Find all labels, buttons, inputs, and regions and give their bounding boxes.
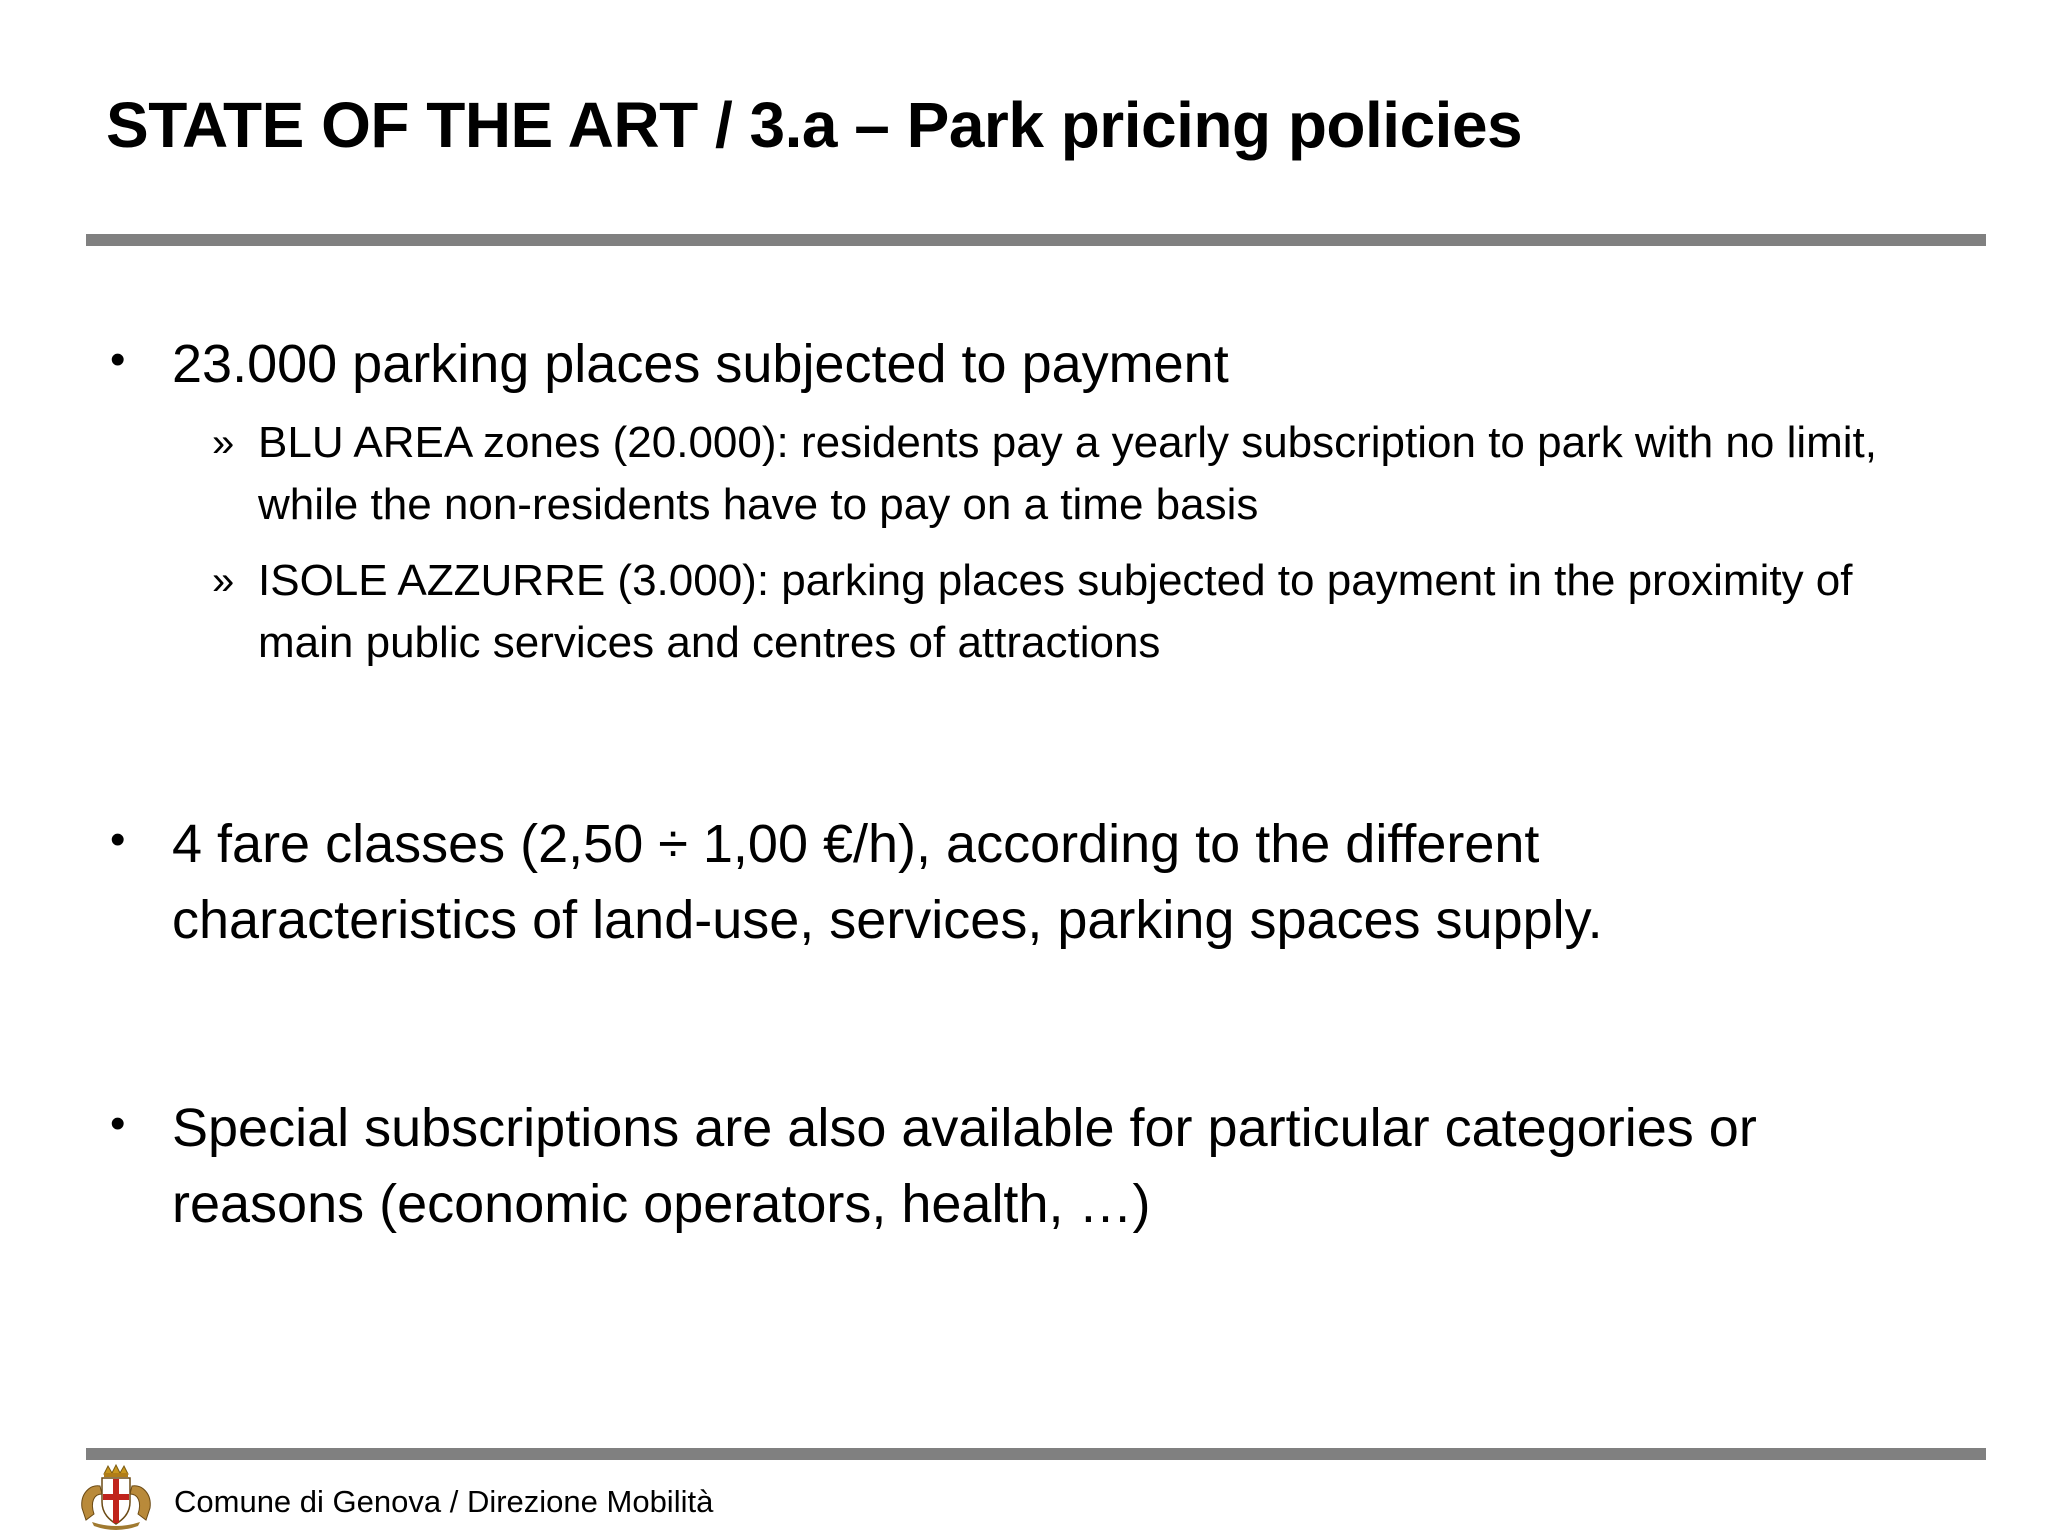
bullet-item xyxy=(110,1090,1870,1242)
header-divider xyxy=(86,234,1986,246)
bullet-text: 4 fare classes (2,50 ÷ 1,00 €/h), according to the different characteristics of land-use, services, parking spaces supply. xyxy=(172,814,1603,950)
slide-title: STATE OF THE ART / 3.a – Park pricing policies xyxy=(106,89,1523,161)
bullet-item xyxy=(110,806,1870,958)
sub-bullet-text: ISOLE AZZURRE (3.000): parking places subjected to payment in the proximity of main public services and centres of attractions xyxy=(258,556,1853,667)
bullet-marker: • xyxy=(110,815,126,864)
bullet-text: Special subscriptions are also available for particular categories or reasons (economic operators, health, …) xyxy=(172,1098,1757,1234)
sub-bullet-marker: » xyxy=(212,421,235,465)
sub-bullet-item xyxy=(212,550,1952,674)
sub-bullet-marker: » xyxy=(212,559,235,603)
sub-bullet-text: BLU AREA zones (20.000): residents pay a yearly subscription to park with no limit, while the non-residents have to pay on a time basis xyxy=(258,418,1877,529)
genova-coat-of-arms-icon xyxy=(76,1464,156,1530)
bullet-marker: • xyxy=(110,1099,126,1148)
bullet-text: 23.000 parking places subjected to payment xyxy=(172,334,1229,394)
bullet-marker: • xyxy=(110,335,126,384)
sub-bullet-item xyxy=(212,412,1952,536)
footer-text: Comune di Genova / Direzione Mobilità xyxy=(174,1484,714,1519)
footer-divider xyxy=(86,1448,1986,1460)
bullet-item xyxy=(110,326,1870,402)
